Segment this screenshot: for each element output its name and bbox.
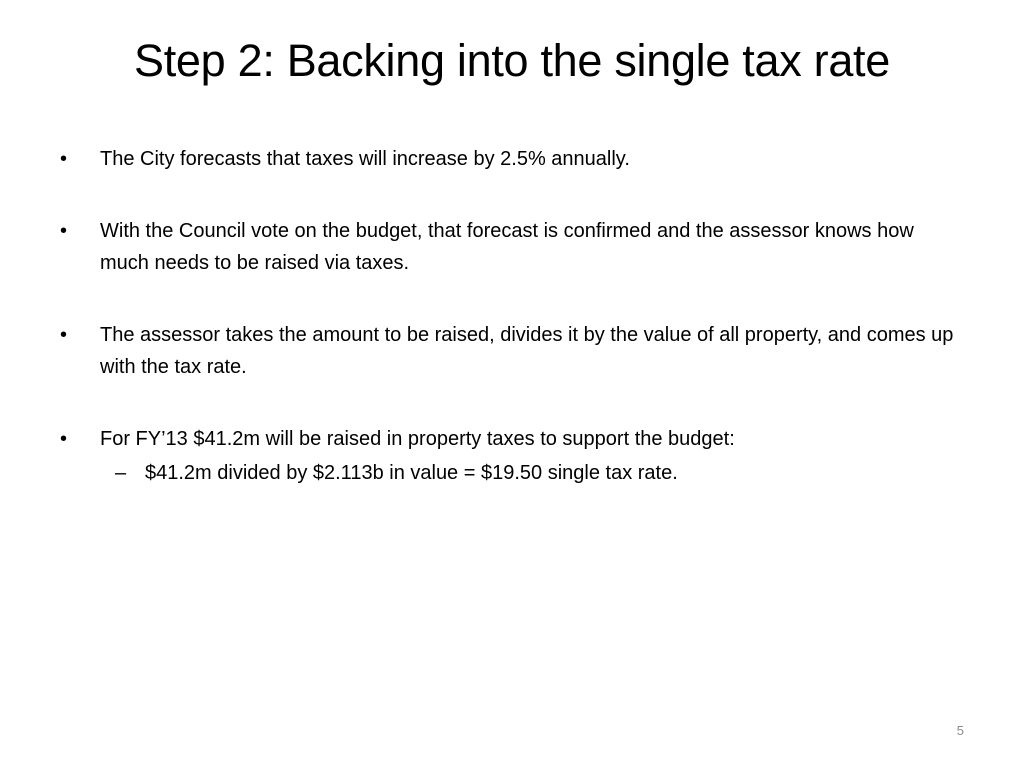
bullet-text: The assessor takes the amount to be raised, divides it by the value of all property, and comes up with the tax rate. [100,324,954,378]
bullet-text: The City forecasts that taxes will increase by 2.5% annually. [100,148,630,170]
bullet-marker: • [60,324,68,346]
bullet-text: For FY’13 $41.2m will be raised in property taxes to support the budget: [100,428,735,450]
sub-bullet-text: $41.2m divided by $2.113b in value = $19.50 single tax rate. [145,462,678,484]
sub-bullet-list [60,457,960,489]
bullet-item [60,215,960,279]
bullet-item [60,143,960,175]
bullet-item [60,423,960,455]
bullet-marker: • [60,148,68,170]
bullet-list [60,143,960,489]
sub-bullet-item [60,457,960,489]
sub-list-container [60,457,960,489]
slide-number: 5 [956,723,964,738]
slide-title: Step 2: Backing into the single tax rate [134,35,890,86]
bullet-marker: • [60,428,68,450]
bullet-text: With the Council vote on the budget, that forecast is confirmed and the assessor knows how much needs to be raised via taxes. [100,220,914,274]
bullet-item [60,319,960,383]
sub-bullet-marker: – [115,462,127,484]
bullet-marker: • [60,220,68,242]
